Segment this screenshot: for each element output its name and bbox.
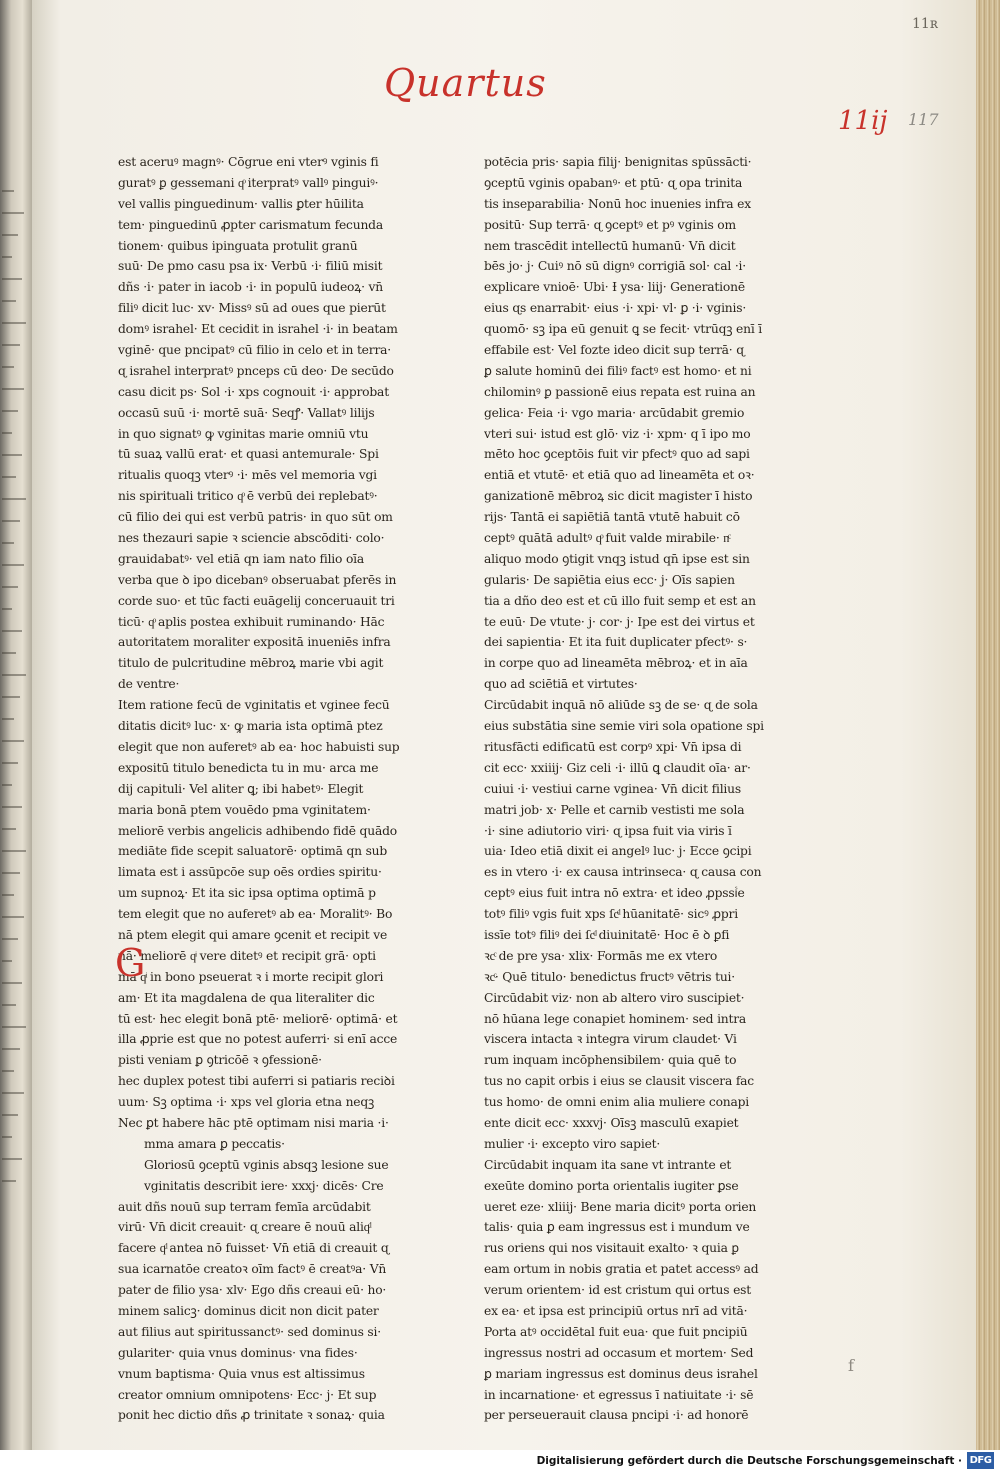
text-line: cū filio dei qui est verbū patris· in quo sūt om: [118, 510, 393, 525]
text-line: positū· Sup terrā· ɋ ꝯceptꝰ et pꝰ vginis om: [484, 217, 736, 232]
text-line: virū· Vn̄ dicit creauit· ɋ creare ē nouū aliqͩ: [118, 1220, 370, 1235]
text-line: nō hūana lege conapiet hominem· sed intra: [484, 1011, 747, 1026]
text-line: vnum baptisma· Quia vnus est altissimus: [118, 1366, 365, 1381]
text-line: vteri sui· istud est glō· viz ·i· xpm· q ī ipo mo: [484, 426, 751, 441]
ghost-text-line: [2, 784, 12, 786]
text-line: aliquo modo ꝯtigit vnqꝫ istud qn̄ ipse est sin: [484, 551, 750, 566]
ghost-text-line: [2, 410, 18, 412]
text-line: corde suo· et tūc facti euāgelij conceruauit tri: [118, 593, 395, 608]
text-line: ꝯceptū vginis opabanꝰ· et ptū· ɋ opa trinita: [484, 175, 743, 190]
ghost-text-line: [2, 234, 18, 236]
ghost-text-line: [2, 1158, 22, 1160]
ghost-text-line: [2, 520, 20, 522]
previous-page-edge: [0, 0, 32, 1450]
text-line: tis inseparabilia· Nonū hoc inuenies infra ex: [484, 196, 751, 211]
text-line: meliorē verbis angelicis adhibendo fidē quādo: [118, 823, 397, 838]
text-line: tem elegit que no auferetꝰ ab ea· Moralitꝰ· Bo: [118, 907, 393, 922]
ghost-text-line: [2, 476, 16, 478]
text-line: ceptꝰ eius fuit intra nō extra· et ideo ꝓpssiᷤe: [484, 886, 745, 901]
text-line: grauidabatꝰ· vel etiā qn iam nato filio oīa: [118, 551, 365, 566]
text-line: explicare vnioē· Ubi· Ɨ ysa· liij· Generationē: [484, 280, 745, 295]
ghost-text-line: [2, 190, 14, 192]
text-line: nā· meliorē qͥ vere ditetꝰ et recipit grā· opti: [118, 948, 376, 963]
text-line: eam ortum in nobis gratia et patet accessꝰ ad: [484, 1262, 759, 1277]
text-line: nes thezauri sapie ꝛ sciencie abscōditi· colo·: [118, 531, 385, 546]
text-line: suū· De pmo casu psa ix· Verbū ·i· filiū misit: [118, 259, 383, 274]
ghost-text-line: [2, 806, 22, 808]
text-line: creator omnium omnipotens· Ecc· j· Et sup: [118, 1387, 377, 1402]
text-line: auit dñs nouū sup terram femīa arcūdabit: [118, 1199, 371, 1214]
ghost-text-line: [2, 1136, 12, 1138]
ghost-text-line: [2, 300, 16, 302]
ghost-text-line: [2, 718, 14, 720]
text-line: occasū suū ·i· mortē suā· Seqꝭ· Vallatꝰ lilijs: [118, 405, 375, 420]
text-line: um supnoꝝ· Et ita sic ipsa optima optimā p: [118, 886, 376, 901]
text-line: dij capituli· Vel aliter ꝗ; ibi habetꝰ· Elegit: [118, 781, 364, 796]
text-line: ex ea· et ipsa est principiū ortus nrī ad vitā·: [484, 1303, 748, 1318]
text-line: facere qͩ antea nō fuisset· Vn̄ etiā di creauit ɋ: [118, 1241, 389, 1256]
text-line: exeūte domino porta orientalis iugiter ꝑse: [484, 1178, 739, 1193]
text-line: tus no capit orbis i eius se clausit viscera fac: [484, 1074, 754, 1089]
folio-number: 11ij: [838, 106, 888, 136]
ghost-text-line: [2, 630, 22, 632]
ghost-text-line: [2, 674, 26, 676]
text-line: minem salicꝫ· dominus dicit non dicit pater: [118, 1303, 379, 1318]
ghost-text-line: [2, 542, 14, 544]
ghost-text-line: [2, 278, 22, 280]
text-line: mā qͥ in bono pseuerat ꝛ i morte recipit glori: [118, 969, 384, 984]
text-line: talis· quia ꝑ eam ingressus est i mundum ve: [484, 1220, 750, 1235]
text-line: expositū titulo benedicta tu in mu· arca me: [118, 760, 379, 775]
text-line: tū est· hec elegit bonā ptē· meliorē· optimā· et: [118, 1011, 398, 1026]
text-line: rum inquam incōphensibilem· quia quē to: [484, 1053, 737, 1068]
text-line: guratꝰ ꝑ gessemani qͦ iterpratꝰ vallꝰ pinguiꝰ·: [118, 175, 379, 190]
text-line: pisti veniam ꝑ ꝯtricōē ꝛ ꝯfessionē·: [118, 1053, 322, 1068]
ghost-text-line: [2, 828, 16, 830]
ghost-text-line: [2, 586, 18, 588]
text-line: illa ꝓprie est que no potest auferri· si enī acce: [118, 1032, 398, 1047]
ghost-text-line: [2, 872, 20, 874]
text-line: uum· Sꝫ optima ·i· xps vel gloria etna neqꝫ: [118, 1095, 375, 1110]
text-line: cit ecc· xxiiij· Giz celi ·i· illū ꝗ claudit oīa· ar·: [484, 760, 751, 775]
ghost-text-line: [2, 388, 24, 390]
text-line: tia a dño deo est et cū illo fuit semp et est an: [484, 593, 756, 608]
text-line: verba que ꝺ ipo dicebanꝰ obseruabat pferēs in: [118, 572, 397, 587]
text-line: in corpe quo ad lineamēta mēbroꝝ· et in aīa: [484, 656, 748, 671]
text-line: dei sapientia· Et ita fuit duplicater pfectꝰ· s·: [484, 635, 748, 650]
text-line: nā ptem elegit qui amare ꝯcenit et recipit ve: [118, 927, 388, 942]
text-line: per perseuerauit clausa pncipi ·i· ad honorē: [484, 1408, 749, 1423]
text-line: aut filius aut spiritussanctꝰ· sed dominus si·: [118, 1324, 381, 1339]
text-line: ente dicit ecc· xxxvj· Oīsꝫ masculū exapiet: [484, 1115, 739, 1130]
ghost-text-line: [2, 608, 12, 610]
text-line: domꝰ israhel· Et cecidit in israhel ·i· in beatam: [118, 322, 398, 337]
drop-capital: G: [115, 941, 146, 985]
text-line: chilominꝰ ꝑ passionē eius repata est ruina an: [484, 384, 756, 399]
text-line: totꝰ filiꝰ vgis fuit xps ſcͩ hūanitatē· sicꝰ ꝓpri: [484, 907, 738, 922]
text-line: vginē· que pncipatꝰ cū filio in celo et in terra·: [118, 343, 391, 358]
text-line: vginitatis describit iere· xxxj· dicēs· Cre: [144, 1178, 384, 1193]
text-line: ganizationē mēbroꝝ sic dicit magister ī histo: [484, 489, 753, 504]
ghost-text-line: [2, 212, 24, 214]
ghost-text-line: [2, 1048, 20, 1050]
ghost-text-line: [2, 1180, 16, 1182]
text-line: eius substātia sine semie viri sola opatione spi: [484, 719, 764, 734]
text-line: quo ad sciētiā et virtutes·: [484, 677, 638, 692]
ghost-text-line: [2, 1092, 24, 1094]
text-line: rijs· Tantā ei sapiētiā tantā vtutē habuit cō: [484, 510, 740, 525]
funding-text: Digitalisierung gefördert durch die Deutsche Forschungsgemeinschaft ·: [536, 1455, 962, 1467]
ghost-text-line: [2, 894, 14, 896]
ghost-text-line: [2, 1004, 16, 1006]
text-line: gelica· Feia ·i· vgo maria· arcūdabit gremio: [484, 405, 745, 420]
ghost-text-line: [2, 322, 26, 324]
text-line: in incarnatione· et egressus ī natiuitate ·i· sē: [484, 1387, 754, 1402]
text-line: Gloriosū ꝯceptū vginis absqꝫ lesione sue: [144, 1157, 389, 1172]
text-line: maria bonā ptem vouēdo pma vginitatem·: [118, 802, 371, 817]
text-line: quomō· sꝫ ipa eū genuit ꝗ se fecit· vtrūqꝫ enī ī: [484, 322, 762, 337]
text-line: ꝛcͨ· Quē titulo· benedictus fructꝰ vētris tui·: [484, 969, 735, 984]
text-line: ponit hec dictio dñs ꝓ trinitate ꝛ sonaꝝ· quia: [118, 1408, 385, 1423]
text-line: entiā et vtutē· et etiā quo ad lineamēta et oꝛ·: [484, 468, 755, 483]
text-line: limata est i assūpcōe sup oēs ordies spiritu·: [118, 865, 382, 880]
text-line: nis spirituali tritico qͦ ē verbū dei replebatꝰ·: [118, 489, 378, 504]
text-line: dñs ·i· pater in iacob ·i· in populū iudeoꝝ· vn̄: [118, 280, 384, 295]
ghost-text-line: [2, 1070, 14, 1072]
ghost-text-line: [2, 982, 22, 984]
ghost-text-line: [2, 762, 18, 764]
text-line: ingressus nostri ad occasum et mortem· Sed: [484, 1345, 754, 1360]
text-line: ·i· sine adiutorio viri· ɋ ipsa fuit via viris ī: [484, 823, 732, 838]
text-line: gularis· De sapiētia eius ecc· j· Oīs sapien: [484, 572, 735, 587]
text-line: est aceruꝰ magnꝰ· Cōgrue eni vterꝰ vginis fi: [118, 155, 379, 169]
text-line: nem trascēdit intellectū humanū· Vn̄ dicit: [484, 238, 736, 253]
ghost-text-line: [2, 432, 12, 434]
ghost-text-line: [2, 498, 26, 500]
text-line: sua icarnatōe creatoꝛ oīm factꝰ ē creatꝰa· Vn̄: [118, 1262, 387, 1277]
text-line: hec duplex potest tibi auferri si patiaris reciꝺi: [118, 1074, 395, 1089]
ghost-text-line: [2, 344, 20, 346]
text-line: Circūdabit viz· non ab altero viro suscipiet·: [484, 990, 745, 1005]
text-line: pater de filio ysa· xlv· Ego dñs creaui eū· ho·: [118, 1283, 387, 1298]
text-line: gulariter· quia vnus dominus· vna fides·: [118, 1345, 358, 1360]
ghost-text-line: [2, 652, 16, 654]
corner-mark: 11ʀ: [912, 16, 938, 32]
text-line: tus homo· de omni enim alia muliere conapi: [484, 1095, 750, 1110]
funding-footer: [0, 1450, 1000, 1473]
text-line: mēto hoc ꝯceptōis fuit vir pfectꝰ quo ad sapi: [484, 447, 750, 462]
left-column: [115, 152, 408, 1426]
ghost-text-line: [2, 960, 12, 962]
text-line: ritualis quoqꝫ vterꝰ ·i· mēs vel memoria vgi: [118, 468, 377, 483]
text-line: eius ɋs enarrabit· eius ·i· xpi· vl· ꝑ ·i· vginis·: [484, 301, 747, 316]
text-line: mulier ·i· excepto viro sapiet·: [484, 1136, 661, 1151]
text-line: ueret eze· xliiij· Bene maria dicitꝰ porta orien: [484, 1199, 757, 1214]
ghost-text-line: [2, 1114, 18, 1116]
text-line: titulo de pulcritudine mēbroꝝ marie vbi agit: [118, 656, 384, 671]
text-line: ceptꝰ quātā adultꝰ qͦ fuit valde mirabile· nͨ: [484, 531, 730, 546]
text-line: ꝑ mariam ingressus est dominus deus israhel: [484, 1366, 758, 1381]
running-head: Quartus: [384, 61, 547, 105]
fore-edge: [976, 0, 1000, 1450]
text-line: verum orientem· id est cristum qui ortus est: [484, 1283, 752, 1298]
ghost-text-line: [2, 740, 24, 742]
ghost-text-line: [2, 916, 24, 918]
text-line: ritusfācti edificatū est corpꝰ xpi· Vn̄ ipsa di: [484, 739, 742, 754]
text-line: uia· Ideo etiā dixit ei angelꝰ luc· j· Ecce ꝯcipi: [484, 844, 752, 859]
text-line: Nec ꝑt habere hāc ptē optimam nisi maria ·i·: [118, 1115, 389, 1130]
text-line: matri job· x· Pelle et carnib vestisti me sola: [484, 802, 745, 817]
ghost-text-line: [2, 256, 12, 258]
ghost-text-line: [2, 564, 24, 566]
text-line: ꝑ salute hominū dei filiꝰ factꝰ est homo· et ni: [484, 363, 752, 378]
text-line: am· Et ita magdalena de qua literaliter dic: [118, 990, 375, 1005]
text-line: rus oriens qui nos visitauit exalto· ꝛ quia ꝑ: [484, 1241, 739, 1256]
ghost-text-line: [2, 1026, 26, 1028]
text-line: ꝛcͨ de pre ysa· xlix· Formās me ex vtero: [484, 948, 718, 963]
text-line: cuiui ·i· vestiui carne vginea· Vn̄ dicit filius: [484, 781, 741, 796]
right-column: [484, 152, 774, 1426]
text-line: ticū· qͦ aplis postea exhibuit ruminando· Hāc: [118, 614, 385, 629]
text-line: Porta atꝰ occidētal fuit eua· que fuit pncipiū: [484, 1324, 748, 1339]
text-line: tem· pinguedinū ꝓpter carismatum fecunda: [118, 217, 383, 232]
text-line: elegit que non auferetꝰ ab ea· hoc habuisti sup: [118, 739, 400, 754]
text-line: viscera intacta ꝛ integra virum claudet· Vi: [484, 1032, 737, 1047]
text-line: Item ratione fecū de vginitatis et vginee fecū: [118, 698, 390, 713]
ghost-text-line: [2, 696, 20, 698]
text-line: issīe totꝰ filiꝰ dei ſcͩ diuinitatē· Hoc ē ꝺ ꝑfi: [484, 927, 730, 942]
ghost-text-line: [2, 938, 18, 940]
ghost-text-line: [2, 454, 22, 456]
text-line: autoritatem moraliter expositā inueniēs infra: [118, 635, 391, 650]
text-line: de ventre·: [118, 677, 180, 692]
text-line: casu dicit ps· Sol ·i· xps cognouit ·i· approbat: [118, 384, 389, 399]
text-line: tū suaꝝ vallū erat· et quasi antemurale· Spi: [118, 447, 379, 462]
ghost-text-line: [2, 850, 26, 852]
text-line: ɋ israhel interpratꝰ pnceps cū deo· De secūdo: [118, 363, 394, 378]
dfg-logo: DFG: [967, 1452, 994, 1469]
text-line: Circūdabit inquā nō aliūde sꝫ de se· ɋ de sola: [484, 698, 758, 713]
stray-mark: f: [848, 1356, 854, 1375]
text-line: effabile est· Vel fozte ideo dicit sup terrā· ɋ: [484, 343, 744, 358]
text-line: es in vtero ·i· ex causa intrinseca· ɋ causa con: [484, 865, 762, 880]
text-line: mediāte fide scepit saluatorē· optimā qn sub: [118, 844, 388, 859]
text-line: ditatis dicitꝰ luc· x· ꝙ maria ista optimā ptez: [118, 719, 383, 734]
ghost-text-line: [2, 366, 14, 368]
text-line: bēs jo· j· Cuiꝰ nō sū dignꝰ corrigiā sol· cal ·i·: [484, 259, 746, 274]
text-line: filiꝰ dicit luc· xv· Missꝰ sū ad oues que pierūt: [118, 301, 386, 316]
text-line: vel vallis pinguedinum· vallis ꝑter hūilita: [118, 196, 364, 211]
pencil-folio: 117: [908, 110, 939, 129]
text-line: tionem· quibus ipinguata protulit granū: [118, 238, 358, 253]
text-line: Circūdabit inquam ita sane vt intrante et: [484, 1157, 732, 1172]
text-line: te euū· De vtute· j· cor· j· Ipe est dei virtus et: [484, 614, 755, 629]
text-line: potēcia pris· sapia filij· benignitas spūssācti·: [484, 155, 752, 169]
text-line: mma amara ꝑ peccatis·: [144, 1136, 285, 1151]
text-line: in quo signatꝰ ꝙ vginitas marie omniū vtu: [118, 426, 369, 441]
